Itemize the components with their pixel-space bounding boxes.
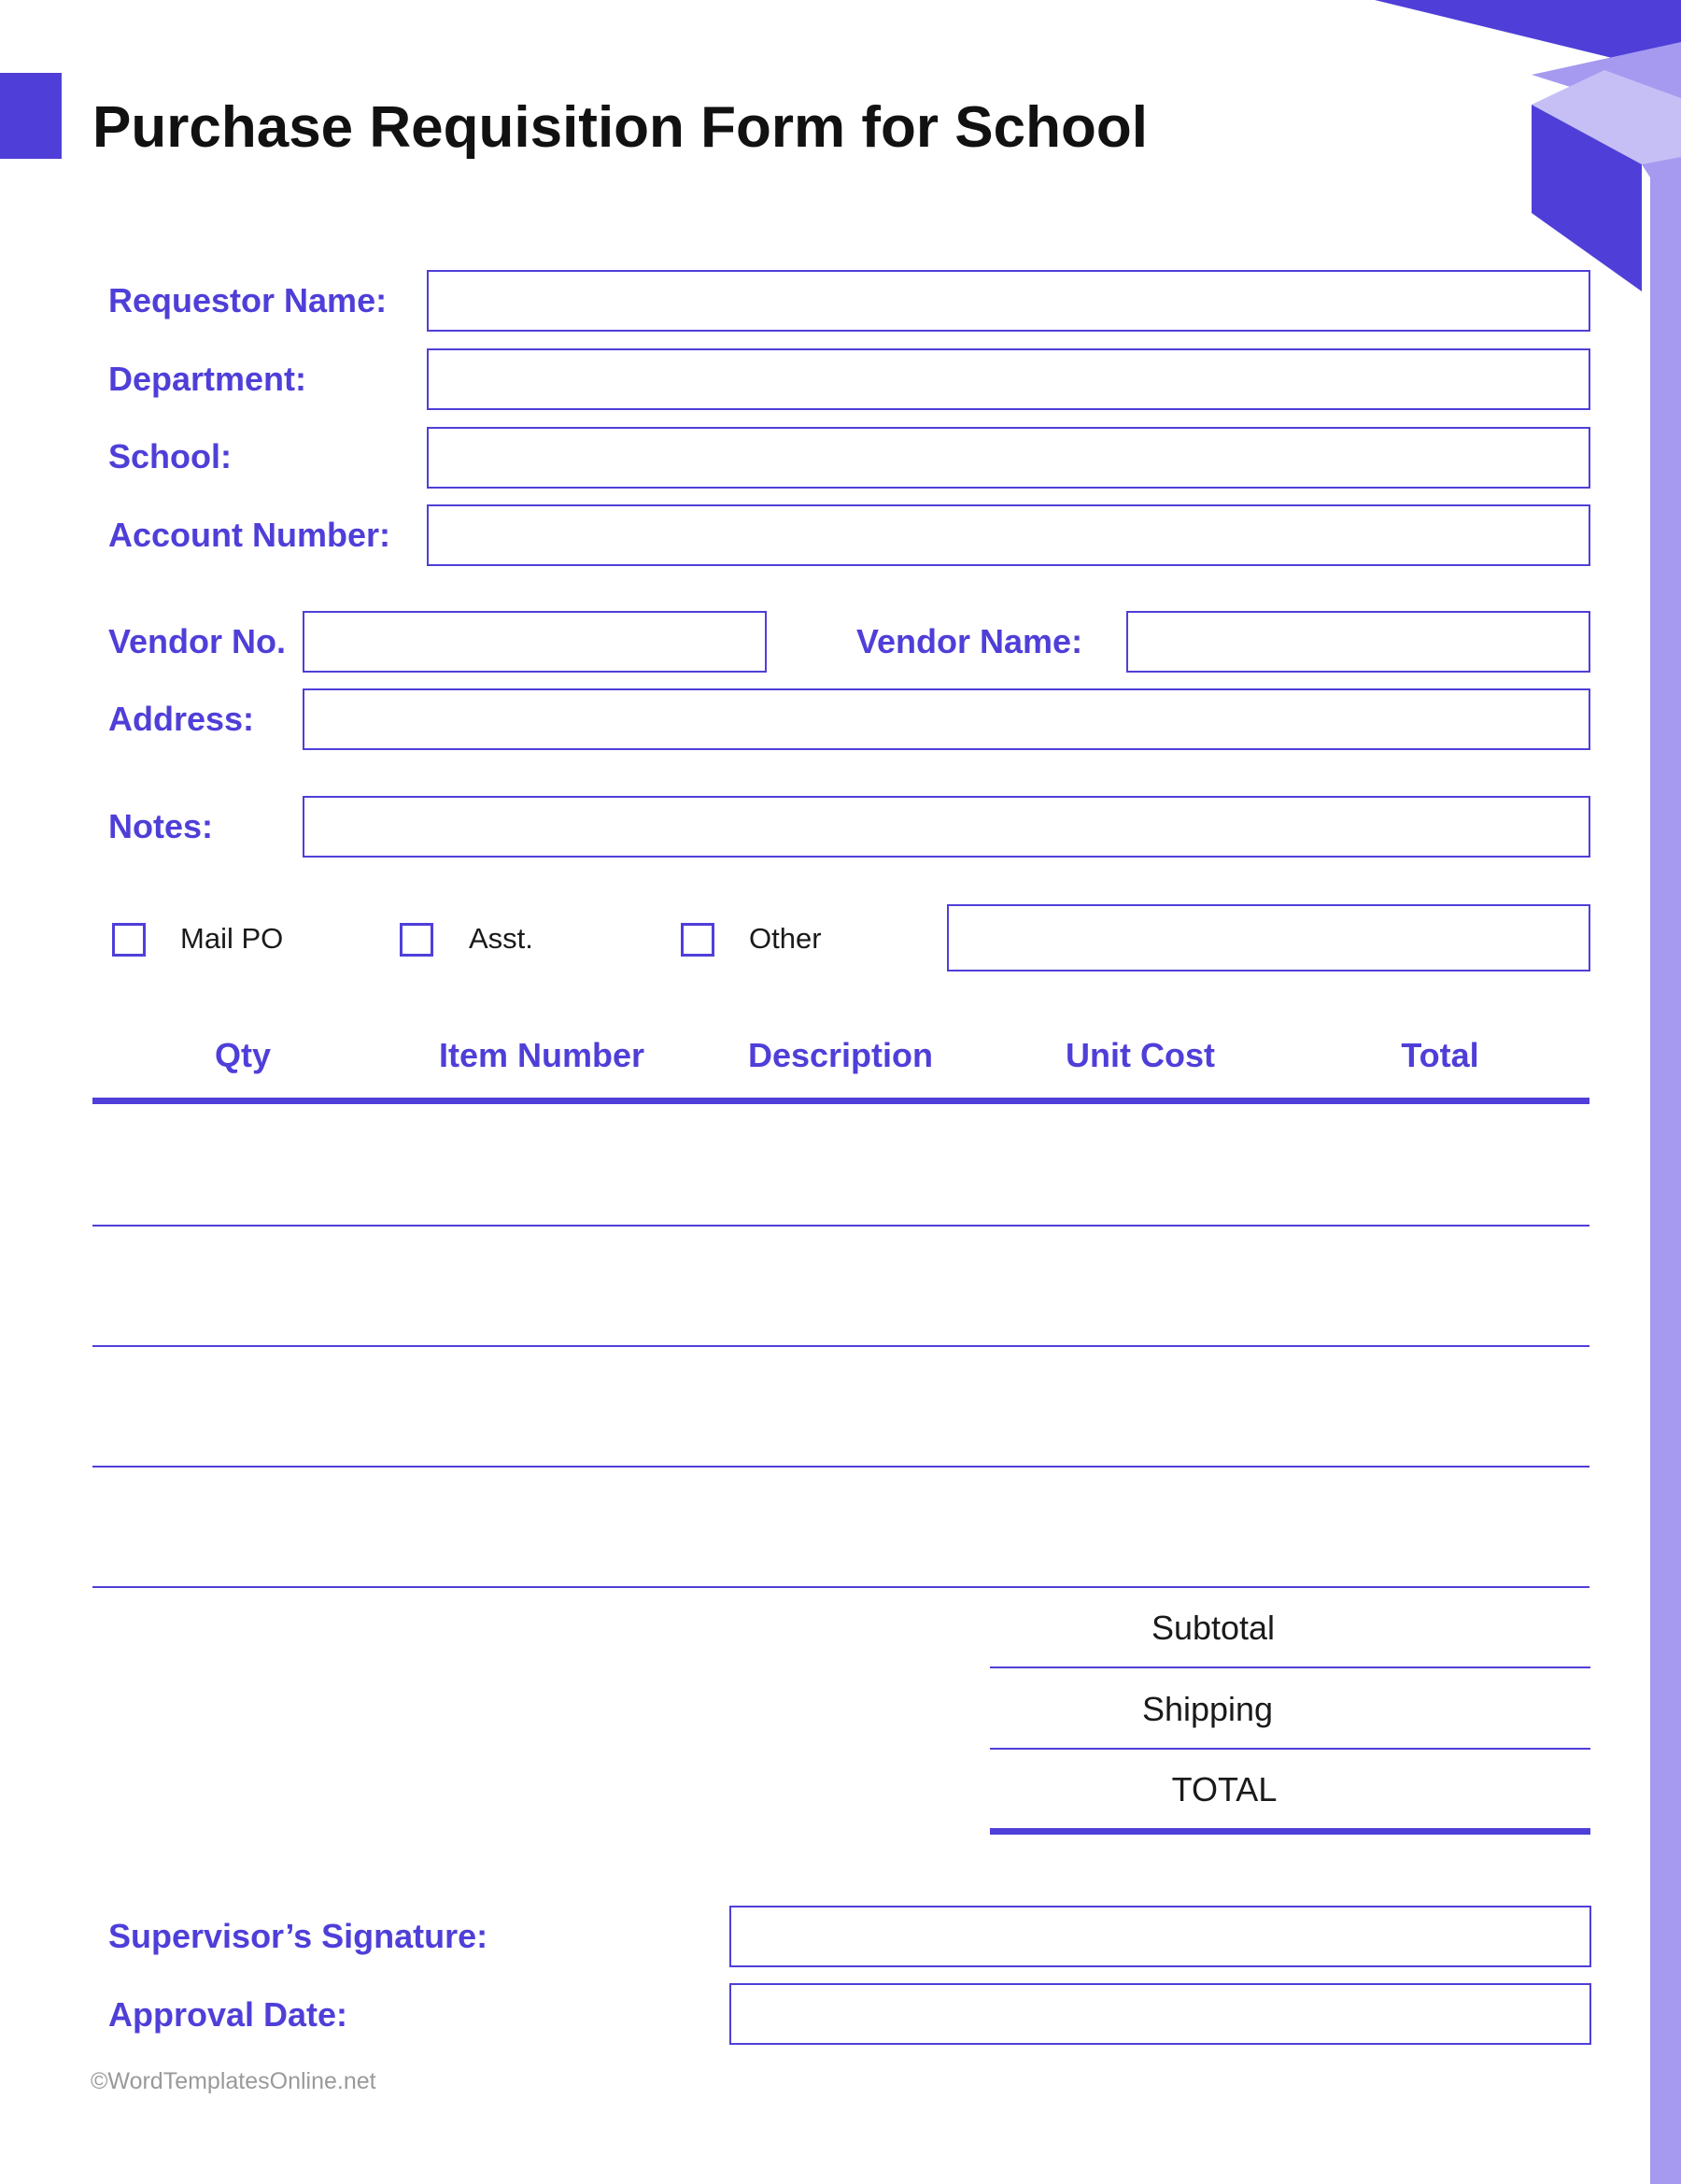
- subtotal-label: Subtotal: [1151, 1609, 1276, 1647]
- total-rule: [990, 1828, 1590, 1835]
- left-accent-block: [0, 73, 62, 159]
- mail-po-label: Mail PO: [180, 922, 284, 955]
- department-input[interactable]: [427, 348, 1590, 410]
- copyright-text: ©WordTemplatesOnline.net: [91, 2068, 376, 2094]
- other-input[interactable]: [947, 904, 1590, 971]
- column-header-item-number: Item Number: [438, 1036, 645, 1074]
- column-header-total: Total: [1401, 1036, 1479, 1074]
- asst-checkbox[interactable]: [400, 923, 433, 957]
- page-title: Purchase Requisition Form for School: [92, 95, 1148, 160]
- requestor-name-input[interactable]: [427, 270, 1590, 332]
- requestor-name-label: Requestor Name:: [108, 281, 388, 319]
- vendor-name-label: Vendor Name:: [856, 622, 1083, 660]
- column-header-qty: Qty: [214, 1036, 271, 1074]
- other-checkbox[interactable]: [681, 923, 714, 957]
- account-number-input[interactable]: [427, 504, 1590, 566]
- address-input[interactable]: [303, 688, 1590, 750]
- vendor-number-label: Vendor No.: [108, 622, 287, 660]
- vendor-number-input[interactable]: [303, 611, 767, 673]
- table-row[interactable]: [92, 1104, 1589, 1225]
- supervisor-signature-label: Supervisor’s Signature:: [108, 1917, 488, 1955]
- shipping-divider: [990, 1748, 1590, 1750]
- total-label: TOTAL: [1171, 1770, 1278, 1808]
- account-number-label: Account Number:: [108, 516, 391, 554]
- asst-label: Asst.: [469, 922, 533, 955]
- vendor-name-input[interactable]: [1126, 611, 1590, 673]
- table-row[interactable]: [92, 1227, 1589, 1345]
- approval-date-input[interactable]: [729, 1983, 1591, 2045]
- column-header-unit-cost: Unit Cost: [1066, 1036, 1215, 1074]
- school-label: School:: [108, 437, 232, 475]
- subtotal-divider: [990, 1666, 1590, 1668]
- notes-input[interactable]: [303, 796, 1590, 858]
- supervisor-signature-input[interactable]: [729, 1906, 1591, 1967]
- address-label: Address:: [108, 700, 255, 738]
- table-header-rule: [92, 1098, 1589, 1104]
- table-row[interactable]: [92, 1347, 1589, 1466]
- school-input[interactable]: [427, 427, 1590, 489]
- approval-date-label: Approval Date:: [108, 1995, 348, 2034]
- table-row-divider: [92, 1586, 1589, 1588]
- mail-po-checkbox[interactable]: [112, 923, 146, 957]
- shipping-label: Shipping: [1141, 1690, 1274, 1728]
- column-header-description: Description: [747, 1036, 934, 1074]
- other-label: Other: [749, 922, 822, 955]
- department-label: Department:: [108, 360, 307, 398]
- notes-label: Notes:: [108, 807, 214, 845]
- table-row[interactable]: [92, 1468, 1589, 1586]
